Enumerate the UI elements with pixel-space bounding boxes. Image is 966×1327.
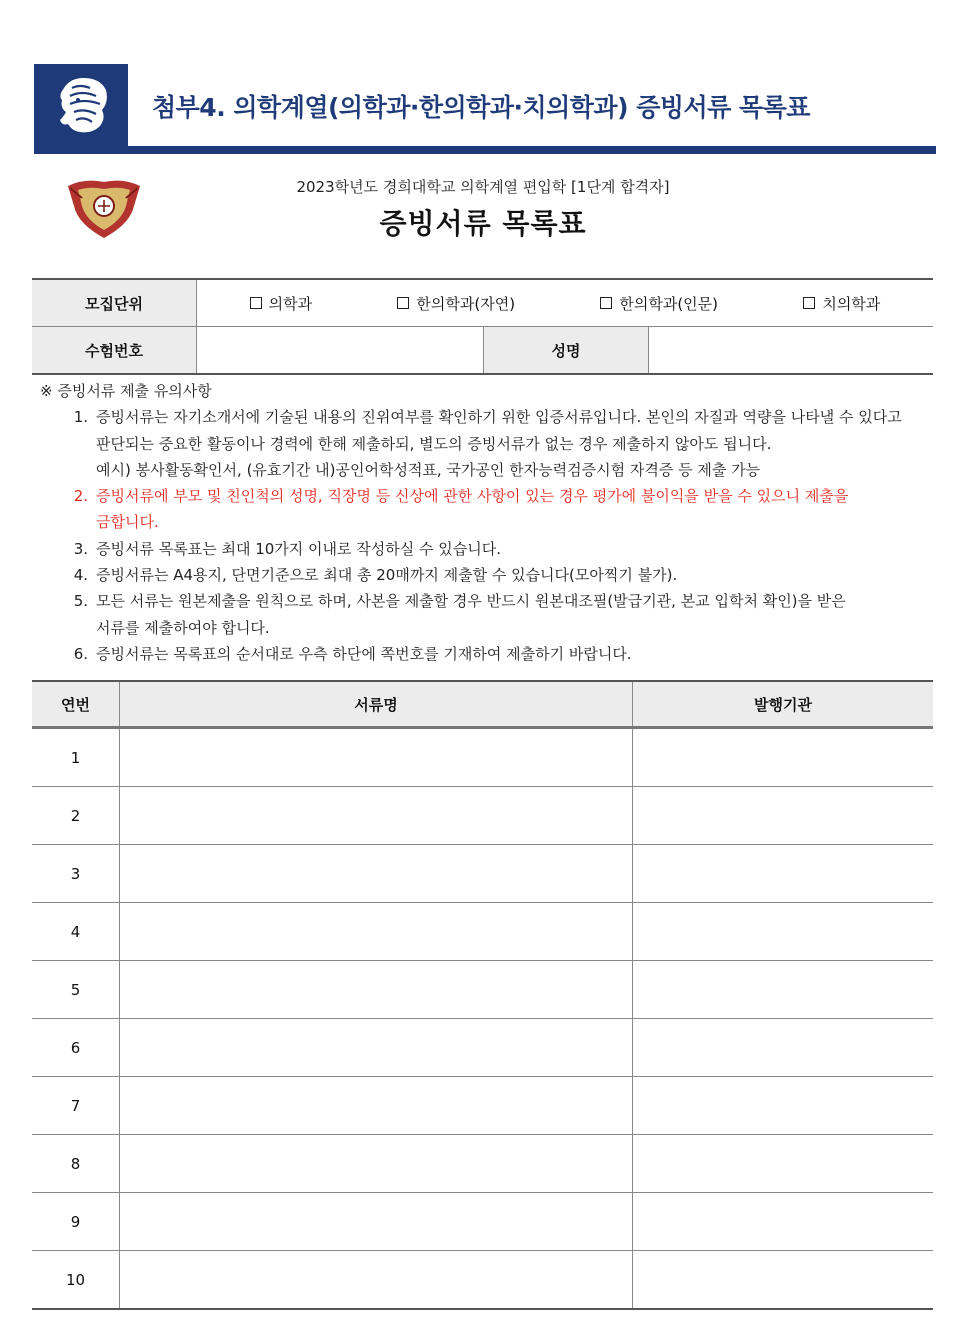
checkbox-icon[interactable] xyxy=(600,297,612,309)
issuer-cell[interactable] xyxy=(633,1193,934,1251)
unit-options xyxy=(197,279,934,327)
note-item: 1. 증빙서류는 자기소개서에 기술된 내용의 진위여부를 확인하기 위한 입증서류입니다. 본인의 자질과 역량을 나타낼 수 있다고 판단되는 중요한 활동이나 경력에 한해 제출하되, 별도의 증빙서류가 없는 경우 제출하지 않아도 됩니다. 예시) 봉사활동확인서, (유효기간 내)공인어학성적표, 국가공인 한자능력검증시험 자격증 등 제출 가능 xyxy=(73,408,902,479)
unit-label: 모집단위 xyxy=(32,279,197,327)
issuer-cell[interactable] xyxy=(633,961,934,1019)
issuer-cell[interactable] xyxy=(633,728,934,787)
document-name-cell[interactable] xyxy=(120,787,633,845)
row-number: 6 xyxy=(32,1019,120,1077)
university-logo xyxy=(34,64,128,146)
submission-notes xyxy=(40,378,930,667)
issuer-cell[interactable] xyxy=(633,845,934,903)
table-row xyxy=(32,787,933,845)
table-row xyxy=(32,1193,933,1251)
form-subtitle: 2023학년도 경희대학교 의학계열 편입학 [1단계 합격자] xyxy=(296,178,670,196)
documents-table xyxy=(32,680,933,1310)
form-title: 증빙서류 목록표 xyxy=(379,207,587,240)
column-header-number: 연번 xyxy=(32,681,120,728)
document-name-cell[interactable] xyxy=(120,961,633,1019)
unit-option-medicine[interactable]: 의학과 xyxy=(250,293,312,314)
row-number: 1 xyxy=(32,728,120,787)
note-item: 3. 증빙서류 목록표는 최대 10가지 이내로 작성하실 수 있습니다. xyxy=(73,539,501,558)
applicant-info-table xyxy=(32,278,933,375)
table-row xyxy=(32,728,933,787)
note-item: 5. 모든 서류는 원본제출을 원칙으로 하며, 사본을 제출할 경우 반드시 원본대조필(발급기관, 본교 입학처 확인)을 받은 서류를 제출하여야 합니다. xyxy=(73,592,846,637)
lion-logo-icon xyxy=(54,74,110,136)
note-item: 4. 증빙서류는 A4용지, 단면기준으로 최대 총 20매까지 제출할 수 있습니다(모아찍기 불가). xyxy=(73,566,678,585)
attachment-title: 첨부4. 의학계열(의학과·한의학과·치의학과) 증빙서류 목록표 xyxy=(152,93,810,122)
document-name-cell[interactable] xyxy=(120,903,633,961)
document-name-cell[interactable] xyxy=(120,1193,633,1251)
issuer-cell[interactable] xyxy=(633,1019,934,1077)
notes-heading: ※ 증빙서류 제출 유의사항 xyxy=(40,382,212,400)
name-label: 성명 xyxy=(484,327,649,375)
row-number: 10 xyxy=(32,1251,120,1310)
unit-option-korean-medicine-humanities[interactable]: 한의학과(인문) xyxy=(600,293,718,314)
name-field[interactable] xyxy=(649,327,934,375)
row-number: 2 xyxy=(32,787,120,845)
table-row xyxy=(32,1251,933,1310)
table-row xyxy=(32,903,933,961)
exam-number-label: 수험번호 xyxy=(32,327,197,375)
unit-option-korean-medicine-science[interactable]: 한의학과(자연) xyxy=(397,293,515,314)
table-row xyxy=(32,1019,933,1077)
issuer-cell[interactable] xyxy=(633,1077,934,1135)
row-number: 5 xyxy=(32,961,120,1019)
column-header-document-name: 서류명 xyxy=(120,681,633,728)
issuer-cell[interactable] xyxy=(633,787,934,845)
table-row xyxy=(32,1077,933,1135)
table-row xyxy=(32,1135,933,1193)
note-item: 6. 증빙서류는 목록표의 순서대로 우측 하단에 쪽번호를 기재하여 제출하기 바랍니다. xyxy=(73,644,632,663)
document-name-cell[interactable] xyxy=(120,1019,633,1077)
document-name-cell[interactable] xyxy=(120,1135,633,1193)
header-rule xyxy=(34,146,936,154)
exam-number-field[interactable] xyxy=(197,327,484,375)
row-number: 3 xyxy=(32,845,120,903)
document-name-cell[interactable] xyxy=(120,845,633,903)
issuer-cell[interactable] xyxy=(633,1135,934,1193)
header-bar xyxy=(34,64,936,154)
checkbox-icon[interactable] xyxy=(250,297,262,309)
checkbox-icon[interactable] xyxy=(397,297,409,309)
row-number: 4 xyxy=(32,903,120,961)
document-name-cell[interactable] xyxy=(120,1251,633,1310)
issuer-cell[interactable] xyxy=(633,1251,934,1310)
note-item-warning: 2. 증빙서류에 부모 및 친인척의 성명, 직장명 등 신상에 관한 사항이 있는 경우 평가에 불이익을 받을 수 있으니 제출을 금합니다. xyxy=(73,487,849,532)
document-name-cell[interactable] xyxy=(120,1077,633,1135)
checkbox-icon[interactable] xyxy=(803,297,815,309)
table-row xyxy=(32,845,933,903)
row-number: 7 xyxy=(32,1077,120,1135)
row-number: 8 xyxy=(32,1135,120,1193)
row-number: 9 xyxy=(32,1193,120,1251)
document-name-cell[interactable] xyxy=(120,728,633,787)
unit-option-dentistry[interactable]: 치의학과 xyxy=(803,293,880,314)
issuer-cell[interactable] xyxy=(633,903,934,961)
column-header-issuer: 발행기관 xyxy=(633,681,934,728)
table-row xyxy=(32,961,933,1019)
